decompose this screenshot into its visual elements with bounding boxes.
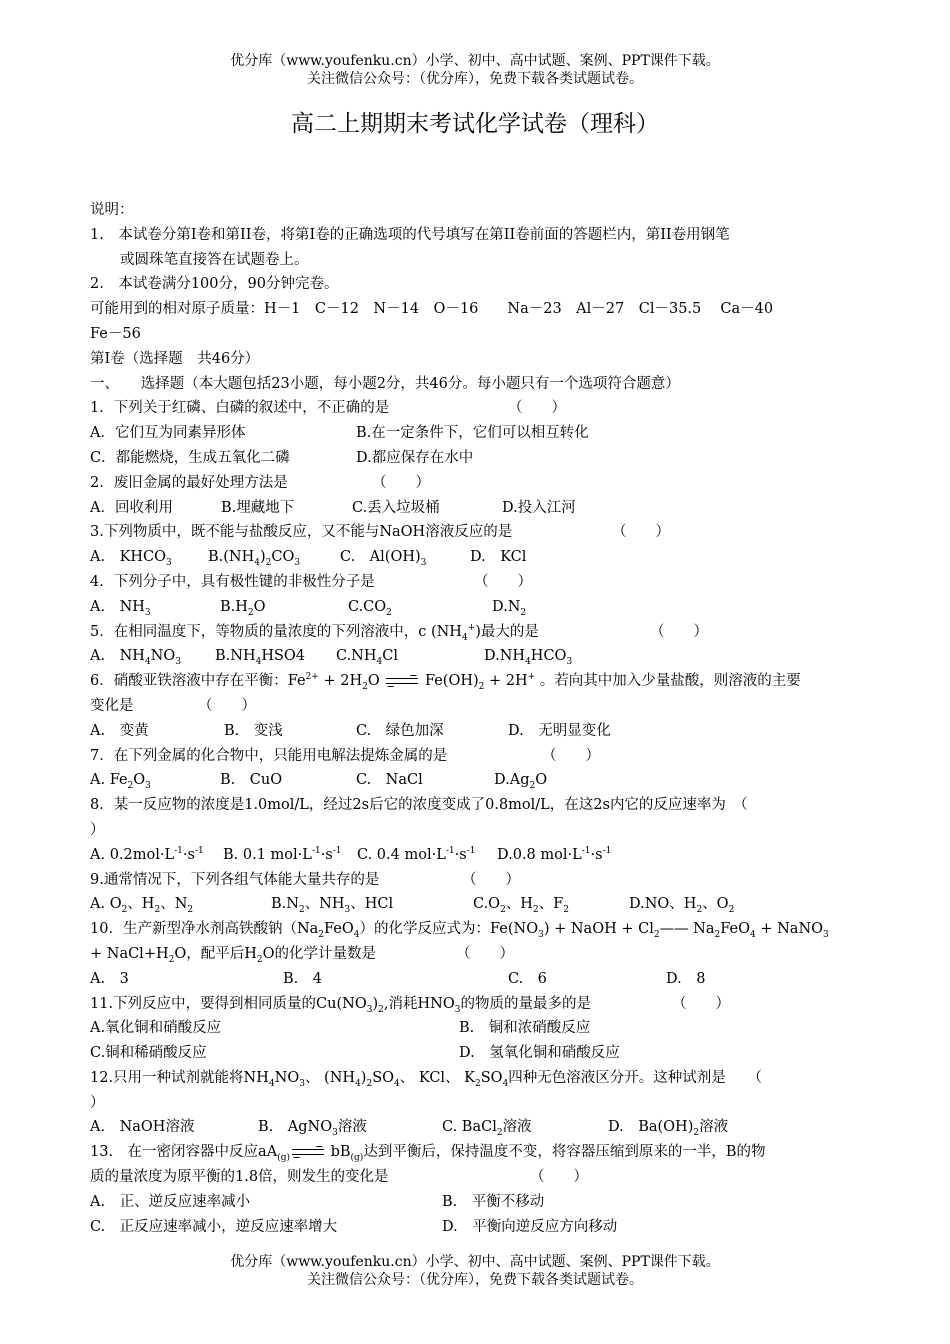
- question-10: 10．生产新型净水剂高铁酸钠$(Na_2FeO_4)$的化学反应式为：$Fe(NO_3)$ + NaOH + $Cl_2——$ $Na_2FeO_4$ + NaNO$_3$: [90, 921, 829, 940]
- q3-options: [90, 545, 862, 570]
- q12-option-b: B. AgNO$_3$溶液: [258, 1119, 367, 1139]
- q9-option-a: A. $O_2$、$H_2$、$N_2$: [90, 896, 194, 916]
- q9-options: [90, 892, 862, 917]
- q11-options-row-2: [90, 1041, 862, 1066]
- question-6-cont: 变化是 （ ）: [90, 694, 862, 719]
- q1-option-b: B.在一定条件下，它们可以相互转化: [356, 425, 589, 442]
- q4-answer-bracket: （ ）: [474, 573, 532, 590]
- q1-option-c: C．都能燃烧，生成五氧化二磷: [90, 449, 290, 466]
- question-5: [90, 620, 862, 645]
- page-title: 高二上期期末考试化学试卷（理科）: [291, 111, 659, 137]
- q2-stem: 2．废旧金属的最好处理方法是: [90, 474, 288, 491]
- q9-option-d: D.NO、$H_2$、$O_2$: [629, 896, 735, 916]
- q7-option-a: A. $Fe_2O_3$: [90, 772, 151, 792]
- q1-options-row-1: [90, 421, 862, 446]
- note-1-cont: 或圆珠笔直接答在试题卷上。: [120, 251, 309, 268]
- q2-option-c: C.丢入垃圾桶: [352, 499, 440, 516]
- q6-option-d: D. 无明显变化: [508, 722, 611, 739]
- q4-option-b: $B.H_2O$: [220, 598, 266, 618]
- q8-option-a: A. $0.2mol\cdot L^{-1}\cdot s^{-1}$: [90, 845, 204, 863]
- q6-options: [90, 719, 862, 744]
- q6-option-a: A. 变黄: [90, 722, 149, 739]
- q6-option-b: B. 变浅: [224, 722, 283, 739]
- q1-answer-bracket: （ ）: [508, 400, 566, 417]
- q5-stem: 5．在相同温度下，等物质的量浓度的下列溶液中，c $(NH_4^+)$最大的是: [90, 622, 539, 643]
- q7-option-d: $D.Ag_2O$: [494, 772, 548, 792]
- q5-options: [90, 644, 862, 669]
- q11-option-a: A.氧化铜和硝酸反应: [90, 1020, 222, 1037]
- question-13: 13. 在一密闭容器中反应$aA_{(g)}$ $bB_{(g)}$达到平衡后，保持温度不变，将容器压缩到原来的一半，B的物: [90, 1144, 766, 1164]
- q1-option-d: D.都应保存在水中: [356, 449, 474, 466]
- q5-answer-bracket: （ ）: [650, 623, 708, 640]
- q11-option-c: C.铜和稀硝酸反应: [90, 1045, 207, 1062]
- q3-option-b: $B.(NH_4)_2CO_3$: [208, 549, 301, 569]
- q13-option-d: D. 平衡向逆反应方向移动: [442, 1218, 618, 1235]
- q12-option-a: A. NaOH溶液: [90, 1119, 195, 1136]
- equilibrium-arrow-icon: [384, 675, 420, 687]
- footer-line-2: 关注微信公众号：（优分库），免费下载各类试题试卷。: [307, 1272, 643, 1288]
- q2-option-d: D.投入江河: [502, 499, 576, 516]
- q4-option-c: $C.CO_2$: [348, 598, 392, 618]
- question-6: 6．硝酸亚铁溶液中存在平衡：$Fe^{2+} + 2H_2O$ $Fe(OH)_2 + 2H^+$ 。若向其中加入少量盐酸，则溶液的主要: [90, 672, 801, 693]
- section-heading: 一、 选择题（本大题包括23小题，每小题2分，共46分。每小题只有一个选项符合题意）: [90, 375, 680, 392]
- q12-option-c: C. BaCl$_2$溶液: [442, 1119, 532, 1139]
- q10-option-d: D. 8: [666, 970, 706, 987]
- q1-options-row-2: [90, 446, 862, 471]
- note-1: 1. 本试卷分第I卷和第II卷，将第I卷的正确选项的代号填写在第II卷前面的答题栏内，第II卷用钢笔: [90, 226, 730, 243]
- q9-answer-bracket: （ ）: [462, 871, 520, 888]
- q4-options: [90, 595, 862, 620]
- question-13-cont: 质的量浓度为原平衡的1.8倍，则发生的变化是 （ ）: [90, 1165, 862, 1190]
- q6-option-c: C. 绿色加深: [356, 722, 444, 739]
- q1-stem: 1．下列关于红磷、白磷的叙述中，不正确的是: [90, 400, 390, 417]
- q5-option-d: $D.NH_4HCO_3$: [484, 648, 573, 668]
- question-7: [90, 744, 862, 769]
- q7-option-b: B. CuO: [220, 772, 283, 789]
- q3-option-d: D. KCl: [470, 549, 527, 566]
- q13-options-row-2: [90, 1215, 862, 1240]
- q2-option-b: B.埋藏地下: [221, 499, 295, 516]
- q8-options: [90, 843, 862, 868]
- header-line-1: 优分库（www.youfenku.cn）小学、初中、高中试题、案例、PPT课件下载。: [230, 53, 720, 69]
- q2-option-a: A．回收利用: [90, 499, 173, 516]
- q11-answer-bracket: （ ）: [672, 995, 730, 1012]
- q1-option-a: A．它们互为同素异形体: [90, 425, 246, 442]
- question-8: 8．某一反应物的浓度是1.0mol/L，经过2s后它的浓度变成了0.8mol/L，在这2s内它的反应速率为 （: [90, 797, 748, 814]
- part-1-heading: 第I卷（选择题 共46分）: [90, 350, 260, 367]
- q7-answer-bracket: （ ）: [542, 747, 600, 764]
- q3-stem: 3.下列物质中，既不能与盐酸反应，又不能与NaOH溶液反应的是: [90, 524, 513, 541]
- header-line-2: 关注微信公众号：（优分库），免费下载各类试题试卷。: [307, 71, 643, 87]
- footer-line-1: 优分库（www.youfenku.cn）小学、初中、高中试题、案例、PPT课件下载。: [230, 1254, 720, 1270]
- q13-answer-bracket: （ ）: [530, 1169, 588, 1186]
- question-12-cont: ）: [90, 1094, 105, 1111]
- question-2: [90, 471, 862, 496]
- q4-option-a: A. $NH_3$: [90, 598, 151, 618]
- q9-stem: 9.通常情况下，下列各组气体能大量共存的是: [90, 871, 380, 888]
- q9-option-c: $C.O_2$、$H_2$、$F_2$: [473, 896, 569, 916]
- q11-option-d: D. 氢氧化铜和硝酸反应: [459, 1045, 620, 1062]
- q11-options-row-1: [90, 1016, 862, 1041]
- question-9: [90, 868, 862, 893]
- q7-options: [90, 768, 862, 793]
- notes-heading: 说明：: [90, 202, 134, 218]
- exam-body: [90, 198, 862, 1239]
- q8-option-b: B. 0.1 $mol\cdot L^{-1}\cdot s^{-1}$: [223, 845, 342, 863]
- question-1: [90, 396, 862, 421]
- q4-stem: 4．下列分子中，具有极性键的非极性分子是: [90, 573, 375, 590]
- q13-options-row-1: [90, 1190, 862, 1215]
- question-3: [90, 520, 862, 545]
- atomic-masses-cont: Fe－56: [90, 325, 141, 342]
- q3-option-a: A. $KHCO_3$: [90, 549, 172, 569]
- q7-option-c: C. NaCl: [356, 772, 423, 789]
- q10-option-c: C. 6: [508, 970, 547, 987]
- q12-options: [90, 1115, 862, 1140]
- q8-option-d: D.0.8 $mol\cdot L^{-1}\cdot s^{-1}$: [497, 845, 612, 863]
- q5-option-c: $C.NH_4Cl$: [336, 648, 398, 668]
- q4-option-d: $D.N_2$: [492, 598, 527, 618]
- question-10-cont: + $NaCl+H_2O$，配平后$H_2O$的化学计量数是 （ ）: [90, 942, 862, 967]
- q10-answer-bracket: （ ）: [456, 945, 514, 962]
- question-4: [90, 570, 862, 595]
- q9-option-b: $B.N_2$、$NH_3$、HCl: [271, 896, 394, 916]
- q12-option-d: D. $Ba(OH)_2$溶液: [608, 1119, 729, 1139]
- q13-option-b: B. 平衡不移动: [442, 1193, 545, 1210]
- question-11: 11.下列反应中，要得到相同质量的$Cu(NO_3)_2$,消耗$HNO_3$的物质的量最多的是 （ ）: [90, 992, 862, 1017]
- q10-option-a: A. 3: [90, 970, 129, 987]
- q5-option-b: $B.NH_4HSO4$: [215, 648, 306, 668]
- question-8-cont: ）: [90, 821, 105, 838]
- q13-option-c: C. 正反应速率减小，逆反应速率增大: [90, 1218, 338, 1235]
- q10-option-b: B. 4: [283, 970, 322, 987]
- q3-answer-bracket: （ ）: [612, 524, 670, 541]
- q8-option-c: C. 0.4 $mol\cdot L^{-1}\cdot s^{-1}$: [357, 845, 476, 863]
- question-12: 12.只用一种试剂就能将$NH_4NO_3$、 $(NH_4)_2SO_4$、 KCl、 $K_2SO_4$四种无色溶液区分开。这种试剂是 （: [90, 1069, 763, 1089]
- q13-option-a: A. 正、逆反应速率减小: [90, 1193, 251, 1210]
- q10-options: [90, 967, 862, 992]
- q5-option-a: A. $NH_4NO_3$: [90, 648, 181, 668]
- q3-option-c: C. $Al(OH)_3$: [340, 549, 427, 569]
- q7-stem: 7．在下列金属的化合物中，只能用电解法提炼金属的是: [90, 747, 448, 764]
- q6-answer-bracket: （ ）: [198, 697, 256, 714]
- q2-options: [90, 496, 862, 521]
- note-2: 2. 本试卷满分100分，90分钟完卷。: [90, 276, 339, 293]
- q2-answer-bracket: （ ）: [372, 474, 430, 491]
- equilibrium-arrow-icon: [290, 1146, 326, 1158]
- q11-option-b: B. 铜和浓硝酸反应: [459, 1020, 591, 1037]
- atomic-masses: 可能用到的相对原子质量：H－1 C－12 N－14 O－16 Na－23 Al－27 Cl－35.5 Ca－40: [90, 301, 774, 318]
